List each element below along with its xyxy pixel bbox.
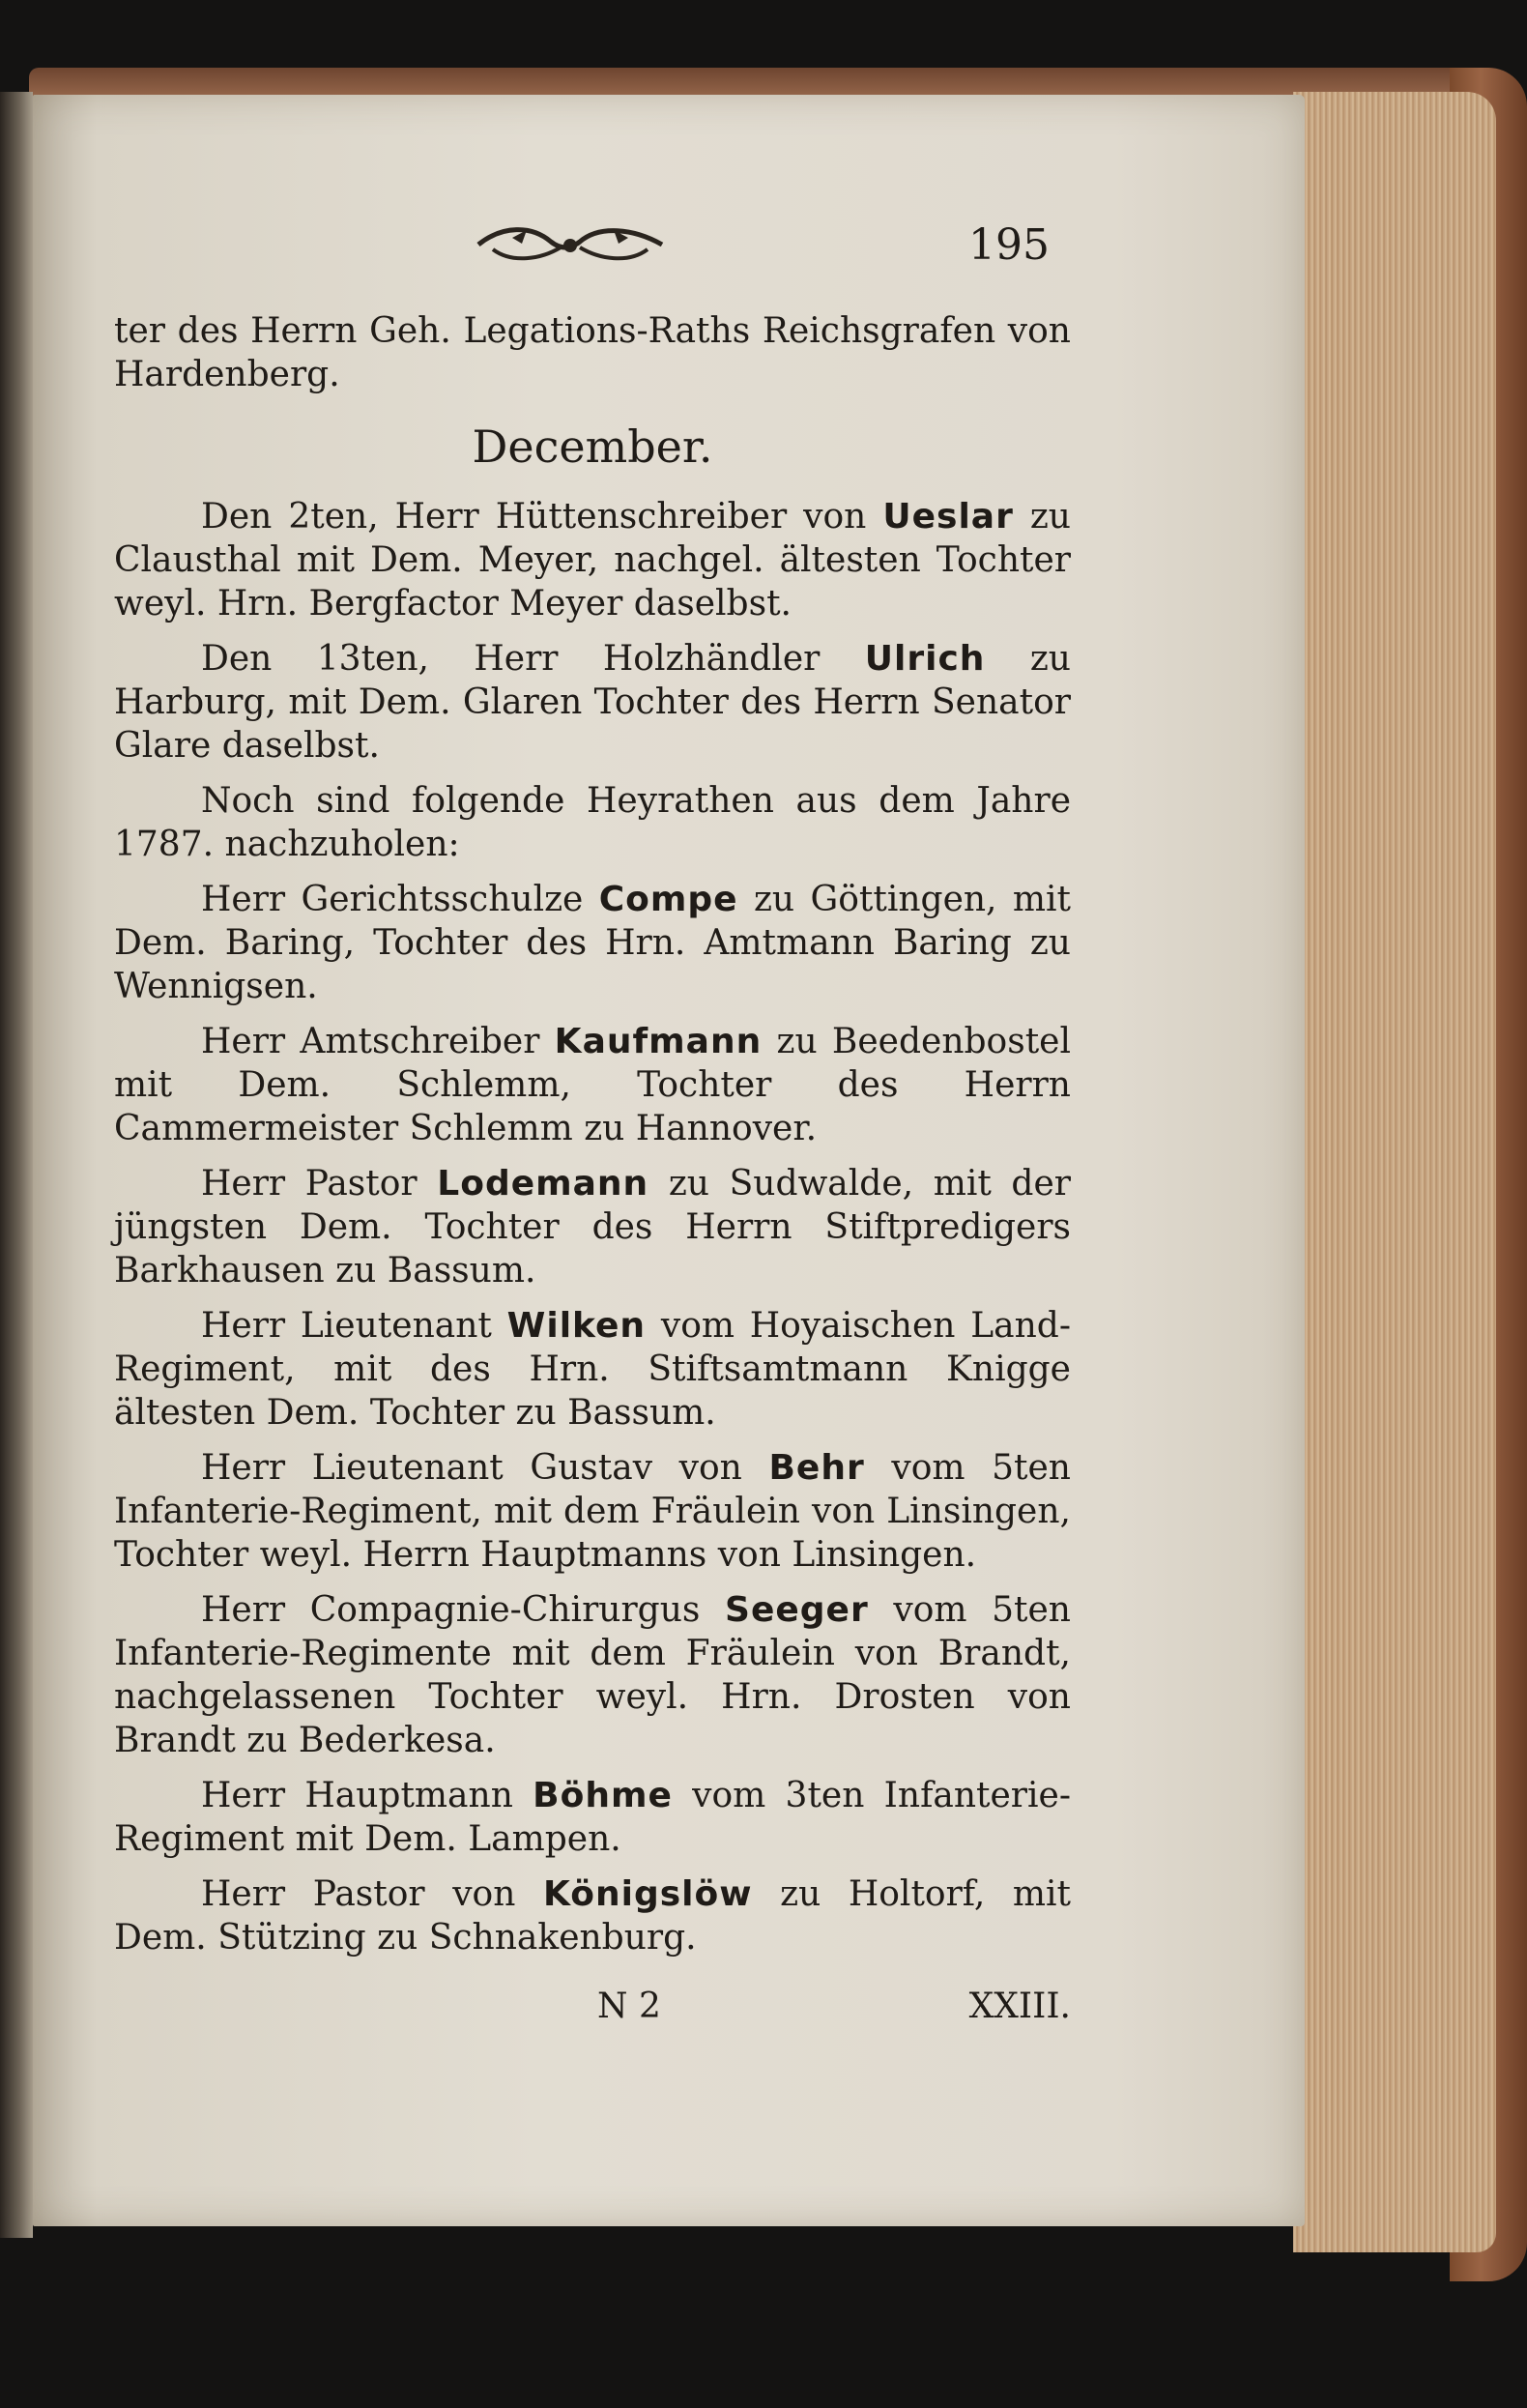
page-block-edge [1293, 92, 1496, 2252]
month-heading: December. [472, 421, 713, 473]
page-footer [114, 1987, 1071, 2035]
page-text [114, 213, 1071, 1971]
entry-paragraph: Herr Lieutenant Wilken vom Hoyaischen Land-Regiment, mit des Hrn. Stiftsamtmann Knigge ältesten Dem. Tochter zu Bassum. [114, 1306, 1071, 1433]
entry-paragraph: Herr Hauptmann Böhme vom 3ten Infanterie-Regiment mit Dem. Lampen. [114, 1776, 1072, 1859]
entry-paragraph: Herr Lieutenant Gustav von Behr vom 5ten Infanterie-Regiment, mit dem Fräulein von Linsingen, Tochter weyl. Herrn Hauptmanns von Linsingen. [114, 1448, 1071, 1575]
entry-paragraph: Herr Pastor von Königslöw zu Holtorf, mit Dem. Stützing zu Schnakenburg. [114, 1874, 1071, 1958]
entry-paragraph: Herr Amtschreiber Kaufmann zu Beedenbostel mit Dem. Schlemm, Tochter des Herrn Cammermeister Schlemm zu Hannover. [114, 1022, 1071, 1148]
entry-paragraph: Noch sind folgende Heyrathen aus dem Jahre 1787. nachzuholen: [114, 781, 1071, 864]
page-number: 195 [968, 220, 1050, 270]
signature-mark: N 2 [597, 1987, 661, 2026]
entry-paragraph: Herr Pastor Lodemann zu Sudwalde, mit der jüngsten Dem. Tochter des Herrn Stiftpredigers Barkhausen zu Bassum. [114, 1164, 1071, 1291]
entry-paragraph: Herr Gerichtsschulze Compe zu Göttingen, mit Dem. Baring, Tochter des Hrn. Amtmann Baring zu Wennigsen. [114, 880, 1071, 1006]
entry-paragraph: Den 2ten, Herr Hüttenschreiber von Ueslar zu Clausthal mit Dem. Meyer, nachgel. ältesten Tochter weyl. Hrn. Bergfactor Meyer daselbst. [114, 497, 1071, 624]
lead-paragraph: ter des Herrn Geh. Legations-Raths Reichsgrafen von Hardenberg. [114, 311, 1071, 394]
entry-paragraph: Herr Compagnie-Chirurgus Seeger vom 5ten Infanterie-Regimente mit dem Fräulein von Brandt, nachgelassenen Tochter weyl. Hrn. Drosten von Brandt zu Bederkesa. [114, 1590, 1071, 1760]
facing-page-edge [0, 92, 33, 2238]
catchword: XXIII. [968, 1987, 1071, 2026]
entry-paragraph: Den 13ten, Herr Holzhändler Ulrich zu Harburg, mit Dem. Glaren Tochter des Herrn Senator Glare daselbst. [114, 639, 1071, 766]
